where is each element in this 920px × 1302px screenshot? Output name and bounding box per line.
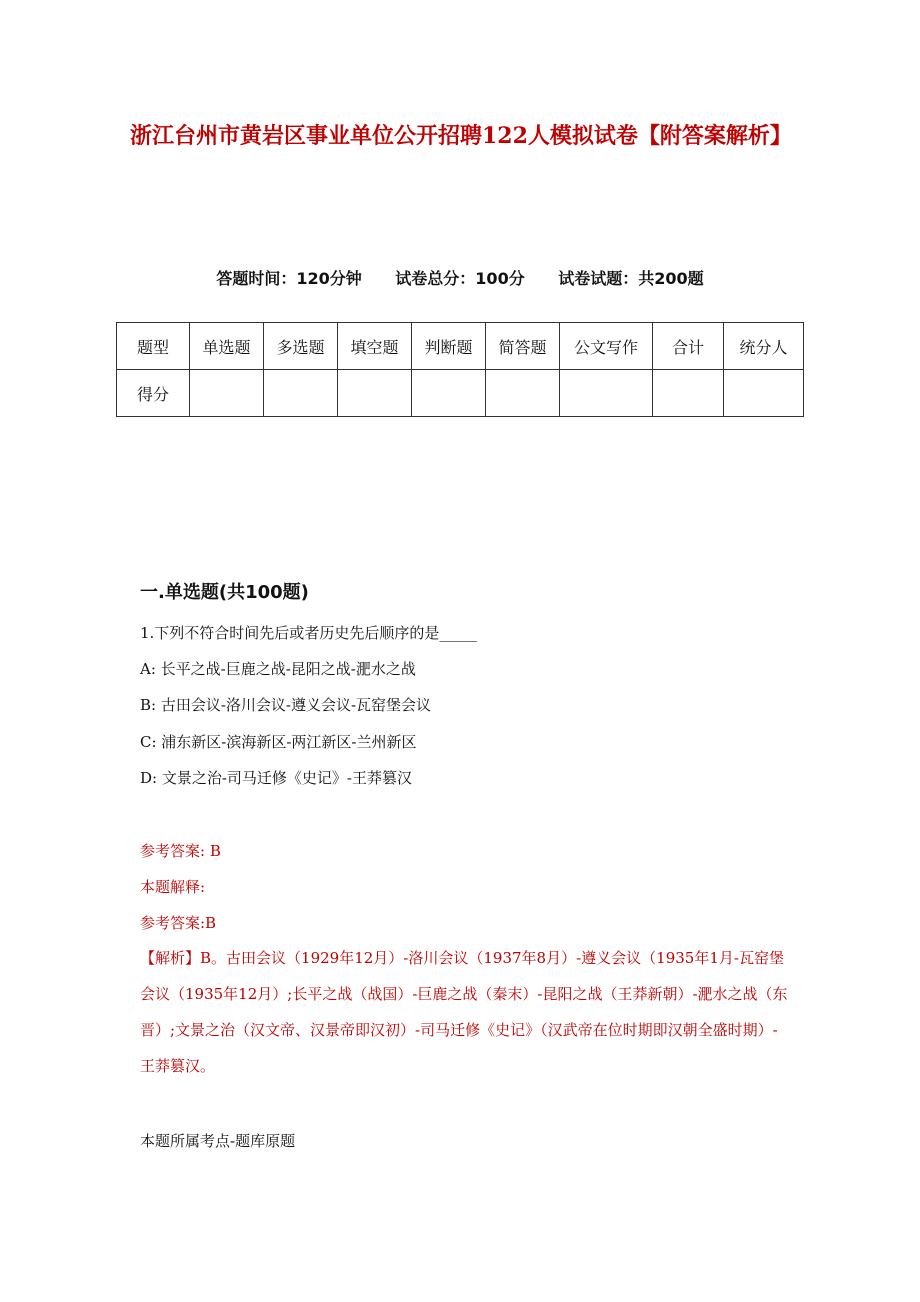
explanation-label: 本题解释: (140, 878, 206, 896)
exam-total-score: 试卷总分：100分 (395, 269, 525, 288)
option-c: C: 浦东新区-滨海新区-两江新区-兰州新区 (140, 733, 417, 751)
score-table-score-row (117, 370, 804, 417)
header-cell-single: 单选题 (190, 323, 264, 370)
analysis-paragraph (140, 940, 790, 1084)
knowledge-point: 本题所属考点-题库原题 (140, 1132, 296, 1150)
score-cell (338, 370, 412, 417)
score-cell (486, 370, 560, 417)
header-cell-multi: 多选题 (264, 323, 338, 370)
score-cell (264, 370, 338, 417)
score-cell (724, 370, 804, 417)
reference-answer: 参考答案: B (140, 842, 221, 860)
header-cell-total: 合计 (653, 323, 724, 370)
score-cell (412, 370, 486, 417)
score-cell (560, 370, 653, 417)
score-cell (653, 370, 724, 417)
header-cell-type: 题型 (117, 323, 190, 370)
exam-time: 答题时间：120分钟 (216, 269, 362, 288)
score-table-header-row (117, 323, 804, 370)
analysis-tag: 【解析】 (140, 949, 201, 967)
option-d: D: 文景之治-司马迁修《史记》-王莽篡汉 (140, 769, 412, 787)
exam-question-count: 试卷试题：共200题 (558, 269, 704, 288)
exam-info (0, 266, 920, 289)
question-stem: 1.下列不符合时间先后或者历史先后顺序的是_____ (140, 624, 477, 642)
analysis-text: B。古田会议（1929年12月）-洛川会议（1937年8月）-遵义会议（1935年1月-瓦窑堡会议（1935年12月）;长平之战（战国）-巨鹿之战（秦末）-昆阳之战（王莽新朝）-淝水之战（东晋）;文景之治（汉文帝、汉景帝即汉初）-司马迁修《史记》（汉武帝在位时期即汉朝全盛时期）-王莽篡汉。 (140, 949, 788, 1075)
header-cell-scorer: 统分人 (724, 323, 804, 370)
score-table (116, 322, 804, 417)
option-a: A: 长平之战-巨鹿之战-昆阳之战-淝水之战 (140, 660, 416, 678)
section-title: 一.单选题(共100题) (140, 582, 309, 603)
reference-answer-repeat: 参考答案:B (140, 914, 217, 932)
option-b: B: 古田会议-洛川会议-遵义会议-瓦窑堡会议 (140, 696, 432, 714)
header-cell-fill: 填空题 (338, 323, 412, 370)
row-label-score: 得分 (117, 370, 190, 417)
document-title: 浙江台州市黄岩区事业单位公开招聘122人模拟试卷【附答案解析】 (130, 123, 792, 149)
header-cell-short: 简答题 (486, 323, 560, 370)
score-cell (190, 370, 264, 417)
header-cell-judge: 判断题 (412, 323, 486, 370)
header-cell-writing: 公文写作 (560, 323, 653, 370)
